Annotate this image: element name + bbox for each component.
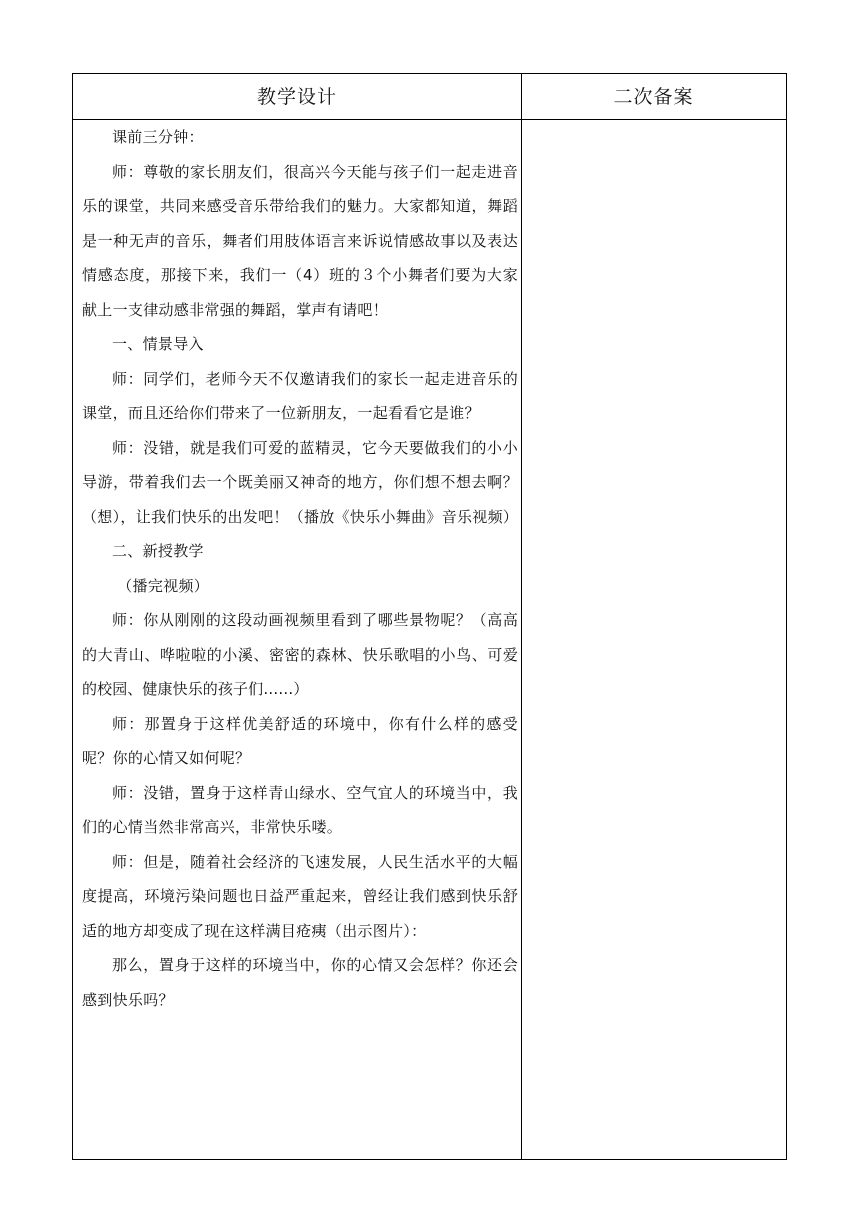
paragraph-video-done: （播完视频）	[117, 576, 210, 595]
teaching-design-content	[82, 120, 518, 1017]
header-teaching-design: 教学设计	[256, 86, 337, 108]
section-heading-intro: 一、情景导入	[112, 335, 204, 353]
column-divider	[521, 74, 522, 1159]
paragraph-scenery-question: 师：你从刚刚的这段动画视频里看到了哪些景物呢？（高高的大青山、哗啦啦的小溪、密密的森林、快乐歌唱的小鸟、可爱的校园、健康快乐的孩子们……）	[82, 611, 518, 698]
paragraph-pre-class: 课前三分钟：	[112, 128, 204, 146]
header-second-notes: 二次备案	[613, 86, 694, 108]
paragraph-happy-mood: 师：没错，置身于这样青山绿水、空气宜人的环境当中，我们的心情当然非常高兴，非常快乐喽。	[82, 783, 518, 836]
paragraph-feeling-question: 师：那置身于这样优美舒适的环境中，你有什么样的感受呢？你的心情又如何呢？	[82, 714, 518, 767]
paragraph-pollution: 师：但是，随着社会经济的飞速发展，人民生活水平的大幅度提高，环境污染问题也日益严重起来，曾经让我们感到快乐舒适的地方却变成了现在这样满目疮痍（出示图片）：	[82, 852, 518, 940]
paragraph-teacher-greeting: 师：尊敬的家长朋友们，很高兴今天能与孩子们一起走进音乐的课堂，共同来感受音乐带给我们的魅力。大家都知道，舞蹈是一种无声的音乐，舞者们用肢体语言来诉说情感故事以及表达情感态度，那接下来，我们一（4）班的３个小舞者们要为大家献上一支律动感非常强的舞蹈，掌声有请吧！	[82, 162, 518, 319]
paragraph-smurf-guide: 师：没错，就是我们可爱的蓝精灵，它今天要做我们的小小导游，带着我们去一个既美丽又神奇的地方，你们想不想去啊？（想），让我们快乐的出发吧！（播放《快乐小舞曲》音乐视频）	[82, 438, 519, 526]
lesson-plan-table	[72, 73, 787, 1160]
paragraph-new-friend: 师：同学们，老师今天不仅邀请我们的家长一起走进音乐的课堂，而且还给你们带来了一位新朋友，一起看看它是谁？	[82, 369, 518, 422]
section-heading-new-teaching: 二、新授教学	[112, 542, 204, 560]
paragraph-closing-question: 那么，置身于这样的环境当中，你的心情又会怎样？你还会感到快乐吗？	[82, 956, 518, 1009]
